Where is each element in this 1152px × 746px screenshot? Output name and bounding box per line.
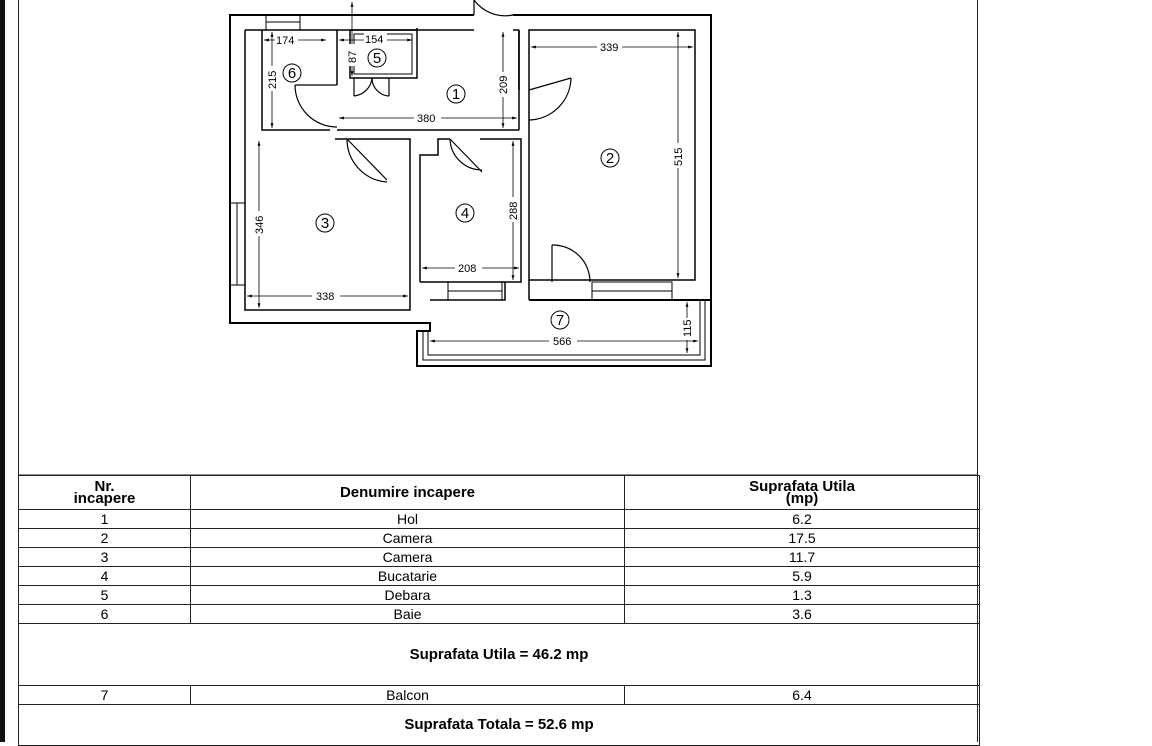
cell-area: 6.4 (625, 686, 980, 705)
dim-kitchen-height: 288 (508, 201, 520, 220)
cell-room-name: Baie (191, 605, 625, 624)
dim-closet-height: 87 (347, 50, 359, 63)
dim-bathroom-width: 174 (276, 35, 295, 47)
walls (230, 15, 711, 366)
cell-room-name: Camera (191, 529, 625, 548)
dim-kitchen-width: 208 (458, 263, 477, 275)
table-row (19, 586, 980, 605)
balcony-inner-rail (423, 300, 705, 360)
room-number-6: 6 (287, 65, 297, 82)
cell-room-no: 6 (19, 605, 191, 624)
dim-room-2-width: 339 (600, 42, 619, 54)
cell-room-name: Hol (191, 510, 625, 529)
cell-room-no: 3 (19, 548, 191, 567)
cell-room-no: 5 (19, 586, 191, 605)
cell-room-no: 2 (19, 529, 191, 548)
dim-hall-width: 380 (417, 113, 436, 125)
room-number-5: 5 (372, 50, 382, 67)
room-numbers (288, 50, 614, 329)
dim-bathroom-height: 215 (267, 70, 279, 89)
cell-area: 6.2 (625, 510, 980, 529)
door-bathroom (295, 85, 337, 127)
dim-balcony-height: 115 (682, 319, 694, 337)
cell-room-name: Bucatarie (191, 567, 625, 586)
table-row (19, 686, 980, 705)
room-number-7: 7 (555, 312, 565, 329)
cell-room-no: 1 (19, 510, 191, 529)
header-room-no (19, 476, 191, 510)
cell-room-name: Camera (191, 548, 625, 567)
rooms-table (18, 475, 980, 746)
dim-room-3-width: 338 (316, 291, 335, 303)
dim-closet-width: 154 (365, 34, 384, 46)
total-area-summary: Suprafata Totala = 52.6 mp (19, 705, 980, 746)
room-number-4: 4 (460, 205, 470, 222)
outer-wall (230, 15, 711, 366)
table-row (19, 567, 980, 586)
cell-room-name: Balcon (191, 686, 625, 705)
door-room-3 (347, 139, 387, 182)
dim-room-2-height: 515 (673, 147, 685, 166)
cell-area: 11.7 (625, 548, 980, 567)
table-row (19, 548, 980, 567)
header-area-line1: Suprafata Utila (749, 477, 855, 495)
table-row (19, 605, 980, 624)
cell-area: 17.5 (625, 529, 980, 548)
table-row (19, 529, 980, 548)
cell-room-no: 4 (19, 567, 191, 586)
cell-area: 1.3 (625, 586, 980, 605)
cell-area: 3.6 (625, 605, 980, 624)
usable-area-summary-row (19, 624, 980, 686)
header-room-no-line1: Nr. (94, 477, 115, 495)
door-balcony (552, 245, 590, 282)
door-room-2 (529, 78, 571, 120)
entrance-door (474, 0, 513, 16)
cell-room-name: Debara (191, 586, 625, 605)
table-row (19, 510, 980, 529)
room-number-2: 2 (605, 150, 615, 167)
door-kitchen (450, 139, 482, 172)
header-room-no-line2: incapere (73, 489, 136, 507)
cell-room-no: 7 (19, 686, 191, 705)
doors (295, 0, 590, 282)
cell-area: 5.9 (625, 567, 980, 586)
kitchen-walls (420, 139, 450, 282)
header-area-line2: (mp) (785, 489, 819, 507)
usable-area-summary: Suprafata Utila = 46.2 mp (19, 624, 980, 686)
dim-room-3-height: 346 (254, 215, 266, 234)
room-number-3: 3 (320, 215, 330, 232)
dim-balcony-width: 566 (553, 336, 572, 348)
header-room-name: Denumire incapere (191, 476, 625, 510)
total-area-summary-row (19, 705, 980, 746)
door-closet (354, 78, 389, 96)
dim-hall-height: 209 (498, 75, 510, 94)
header-area (625, 476, 980, 510)
room-number-1: 1 (451, 86, 461, 103)
table-header-row (19, 476, 980, 510)
